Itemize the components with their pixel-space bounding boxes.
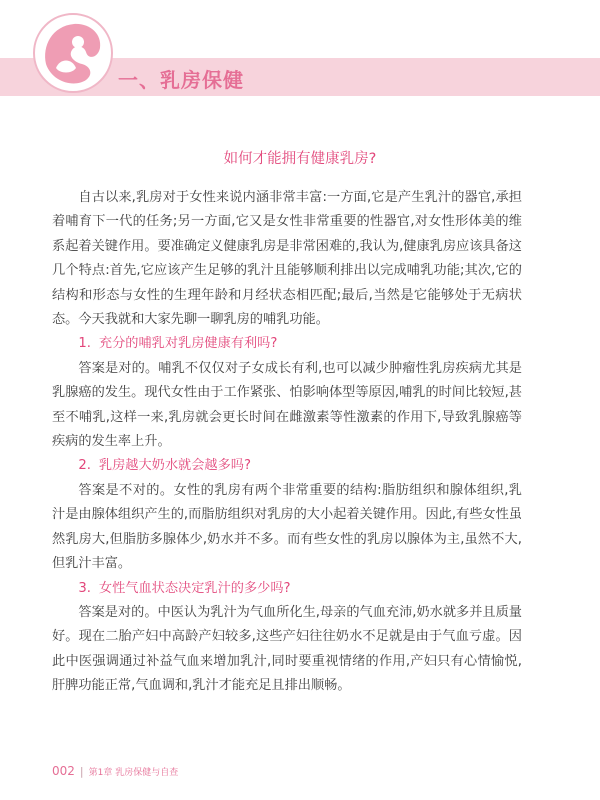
page-footer	[52, 764, 178, 778]
mother-and-child-logo	[32, 12, 114, 94]
section-title: 一、乳房保健	[118, 68, 244, 92]
question-number: 3.	[78, 580, 91, 596]
question-heading	[52, 332, 522, 356]
article-body	[52, 186, 522, 699]
page-number: 002	[52, 764, 75, 778]
footer-divider: |	[79, 765, 84, 778]
article-title: 如何才能拥有健康乳房?	[223, 151, 377, 167]
question-text: 乳房越大奶水就会越多吗?	[98, 458, 251, 474]
answer-paragraph: 答案是对的。中医认为乳汁为气血所化生,母亲的气血充沛,奶水就多并且质量好。现在二胎产妇中高龄产妇较多,这些产妇往往奶水不足就是由于气血亏虚。因此中医强调通过补益气血来增加乳汁,同时要重视情绪的作用,产妇只有心情愉悦,肝脾功能正常,气血调和,乳汁才能充足且排出顺畅。	[52, 604, 522, 694]
question-heading	[52, 454, 522, 478]
question-number: 2.	[78, 458, 91, 474]
answer-paragraph: 答案是对的。哺乳不仅仅对子女成长有利,也可以减少肿瘤性乳房疾病尤其是乳腺癌的发生。现代女性由于工作紧张、怕影响体型等原因,哺乳的时间比较短,甚至不哺乳,这样一来,乳房就会更长时间在雌激素等性激素的作用下,导致乳腺癌等疾病的发生率上升。	[52, 360, 522, 450]
question-number: 1.	[78, 336, 91, 352]
question-text: 女性气血状态决定乳汁的多少吗?	[98, 580, 291, 596]
intro-paragraph: 自古以来,乳房对于女性来说内涵非常丰富:一方面,它是产生乳汁的器官,承担着哺育下一代的任务;另一方面,它又是女性非常重要的性器官,对女性形体美的维系起着关键作用。要准确定义健康乳房是非常困难的,我认为,健康乳房应该具备这几个特点:首先,它应该产生足够的乳汁且能够顺利排出以完成哺乳功能;其次,它的结构和形态与女性的生理年龄和月经状态相匹配;最后,当然是它能够处于无病状态。今天我就和大家先聊一聊乳房的哺乳功能。	[52, 190, 522, 328]
chapter-label: 第1章 乳房保健与自查	[88, 768, 179, 778]
question-heading	[52, 577, 522, 601]
answer-paragraph: 答案是不对的。女性的乳房有两个非常重要的结构:脂肪组织和腺体组织,乳汁是由腺体组织产生的,而脂肪组织对乳房的大小起着关键作用。因此,有些女性虽然乳房大,但脂肪多腺体少,奶水并不多。而有些女性的乳房以腺体为主,虽然不大,但乳汁丰富。	[52, 482, 522, 572]
question-text: 充分的哺乳对乳房健康有利吗?	[98, 336, 278, 352]
